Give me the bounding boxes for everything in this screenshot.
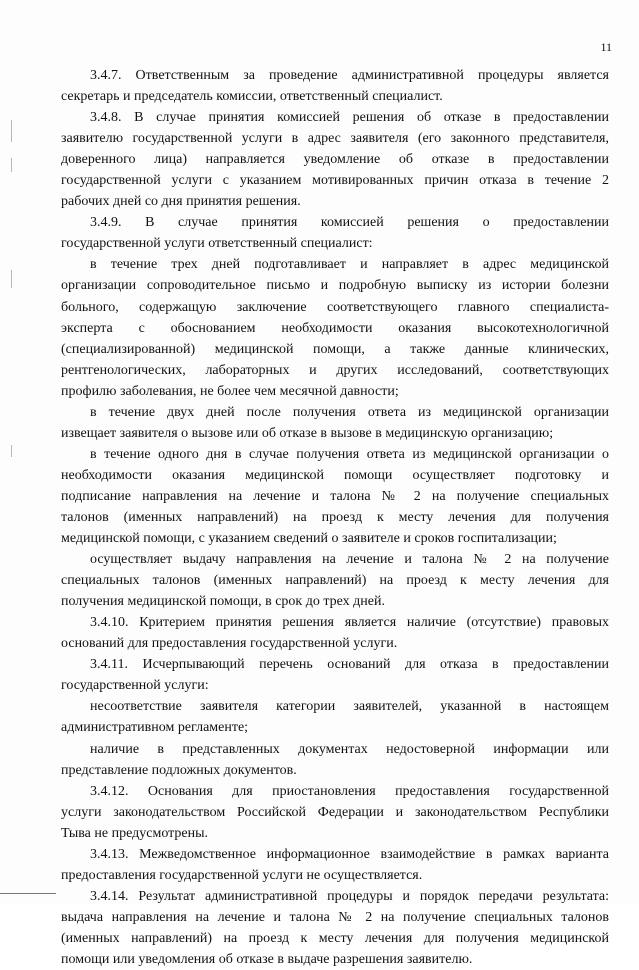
text-line: в течение трех дней подготавливает и направляет в адрес медицинской [90, 257, 609, 273]
text-line: административном регламенте; [61, 720, 249, 736]
text-line: 3.4.9. В случае принятия комиссией решения о предоставлении [90, 215, 609, 231]
document-body [61, 65, 609, 970]
text-line: Тыва не предусмотрены. [61, 825, 209, 841]
text-line: получения медицинской помощи, в срок до трех дней. [61, 594, 385, 610]
text-line: извещает заявителя о вызове или об отказе в вызове в медицинскую организацию; [61, 425, 554, 441]
scan-artifact-left-margin [11, 445, 12, 457]
text-line: профилю заболевания, не более чем месячной давности; [61, 383, 399, 399]
scan-artifact-left-margin [11, 120, 12, 142]
text-line: рентгенологических, лабораторных и других исследований, соответствующих [61, 362, 609, 378]
text-line: 3.4.10. Критерием принятия решения является наличие (отсутствие) правовых [90, 615, 609, 631]
text-line: представление подложных документов. [61, 762, 297, 778]
page-number: 11 [600, 40, 612, 54]
text-line: осуществляет выдачу направления на лечение и талона № 2 на получение [90, 552, 609, 568]
text-line: несоответствие заявителя категории заявителей, указанной в настоящем [90, 699, 609, 715]
text-line: 3.4.8. В случае принятия комиссией решения об отказе в предоставлении [90, 110, 609, 126]
text-line: талонов (именных направлений) на проезд к месту лечения для получения [61, 509, 609, 525]
text-line: в течение одного дня в случае получения ответа из медицинской организации о [90, 446, 609, 462]
text-line: 3.4.14. Результат административной процедуры и порядок передачи результата: [90, 888, 609, 904]
text-line: 3.4.13. Межведомственное информационное взаимодействие в рамках варианта [90, 846, 609, 862]
text-line: доверенного лица) направляется уведомление об отказе в предоставлении [61, 152, 609, 168]
text-line: специальных талонов (именных направлений) на проезд к месту лечения для [61, 573, 609, 589]
scan-artifact-left-margin [11, 270, 12, 288]
text-line: (именных направлений) на проезд к месту лечения для получения медицинской [61, 930, 609, 946]
text-line: эксперта с обоснованием необходимости оказания высокотехнологичной [61, 320, 609, 336]
text-line: государственной услуги: [61, 678, 209, 694]
text-line: (специализированной) медицинской помощи, а также данные клинических, [61, 341, 609, 357]
scan-artifact-left-margin [11, 158, 12, 172]
text-line: государственной услуги с указанием мотивированных причин отказа в течение 2 [61, 173, 609, 189]
text-line: 3.4.7. Ответственным за проведение административной процедуры является [90, 68, 609, 83]
text-line: рабочих дней со дня принятия решения. [61, 194, 301, 210]
text-line: секретарь и председатель комиссии, ответственный специалист. [61, 89, 443, 105]
text-line: предоставления государственной услуги не осуществляется. [61, 867, 423, 883]
text-line: наличие в представленных документах недостоверной информации или [90, 741, 609, 757]
text-line: заявителю государственной услуги в адрес заявителя (его законного представителя, [61, 131, 609, 147]
text-line: оснований для предоставления государственной услуги. [61, 636, 398, 652]
text-line: помощи или уведомления об отказе в выдаче разрешения заявителю. [61, 951, 473, 967]
text-line: услуги законодательством Российской Федерации и законодательством Республики [61, 804, 609, 820]
text-line: 3.4.11. Исчерпывающий перечень оснований для отказа в предоставлении [90, 657, 609, 673]
text-line: выдача направления на лечение и талона № 2 на получение специальных талонов [61, 909, 609, 925]
text-line: государственной услуги ответственный специалист: [61, 236, 373, 252]
text-line: медицинской помощи, с указанием сведений о заявителе и сроков госпитализации; [61, 531, 557, 547]
text-line: необходимости оказания медицинской помощи осуществляет подготовку и [61, 467, 609, 483]
scan-artifact-bottom-line [0, 893, 56, 894]
text-line: 3.4.12. Основания для приостановления предоставления государственной [90, 783, 609, 799]
text-line: больного, содержащую заключение соответствующего главного специалиста- [61, 299, 609, 315]
text-line: подписание направления на лечение и талона № 2 на получение специальных [61, 488, 609, 504]
text-line: организации сопроводительное письмо и подробную выписку из истории болезни [61, 278, 609, 294]
text-line: в течение двух дней после получения ответа из медицинской организации [90, 404, 609, 420]
